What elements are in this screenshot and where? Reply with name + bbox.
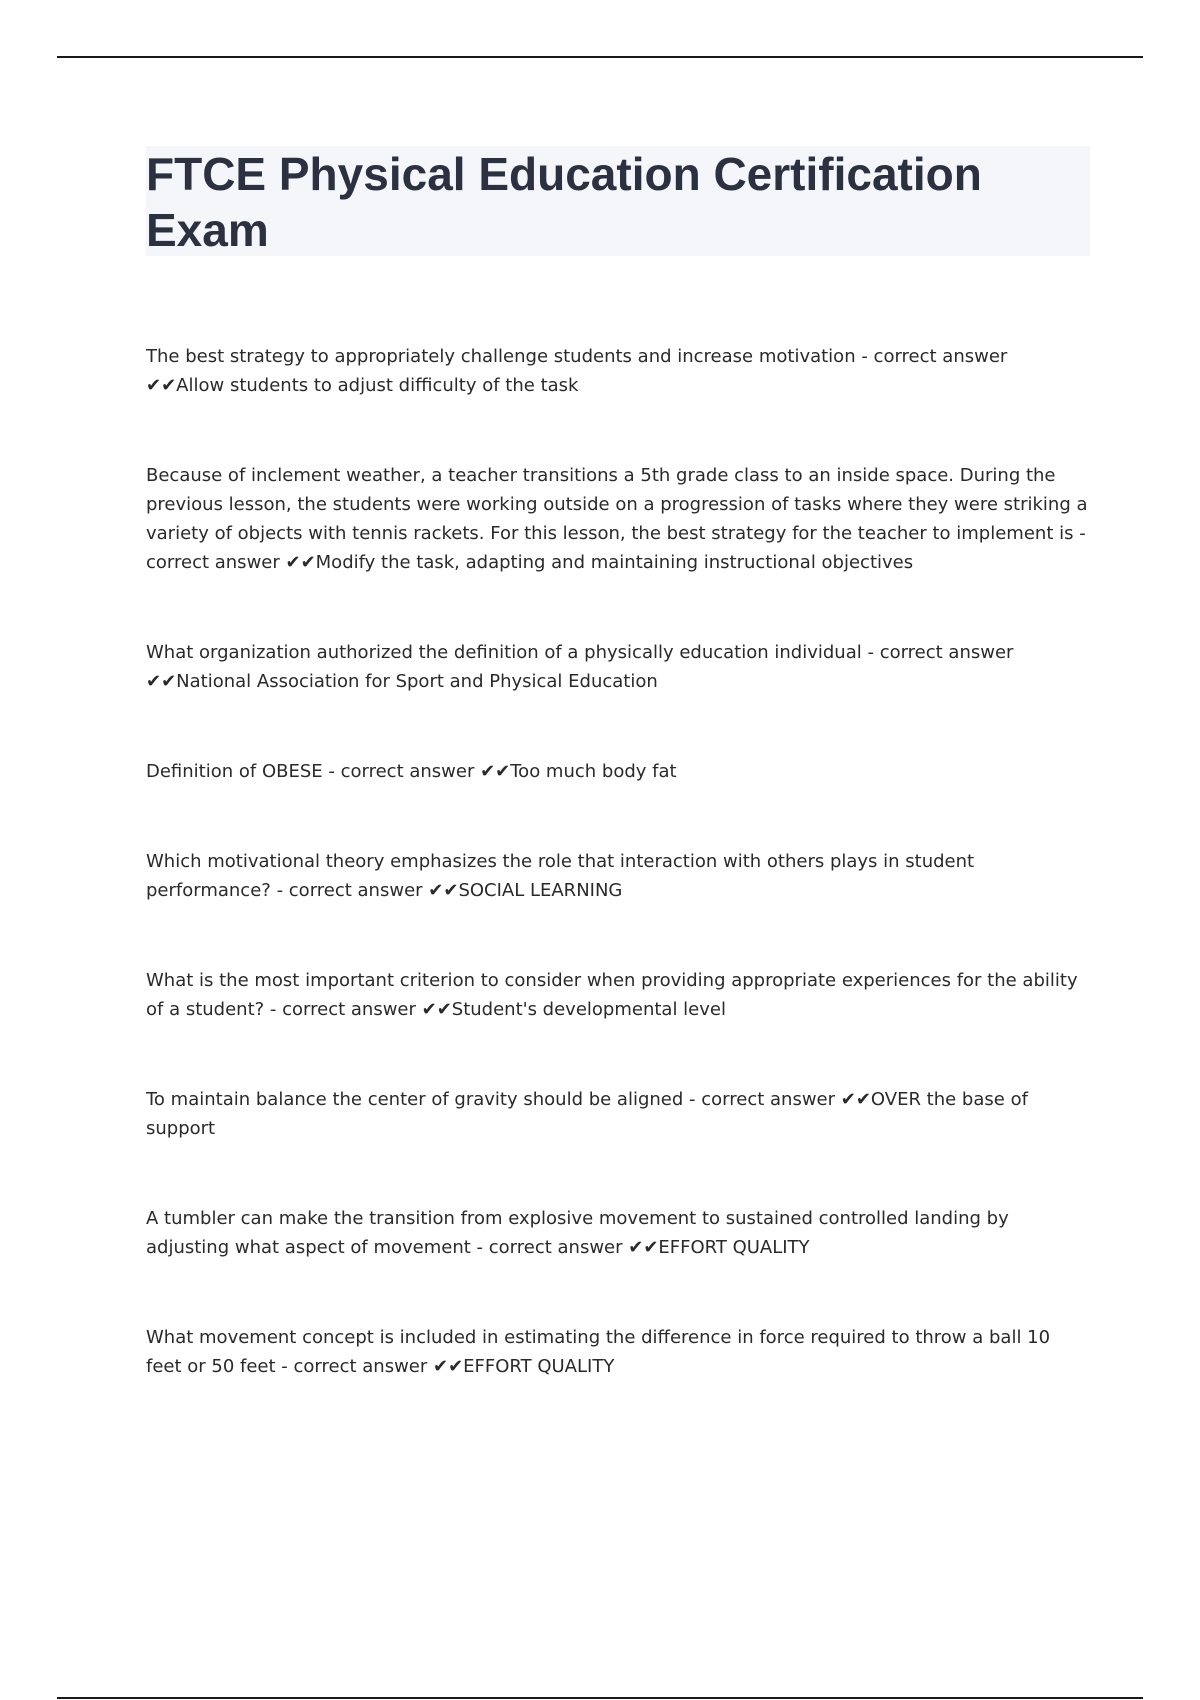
answer-text: EFFORT QUALITY: [463, 1356, 615, 1377]
title-banner: [146, 146, 1090, 256]
answer-separator: - correct answer: [470, 1237, 629, 1258]
check-mark-icon: ✔✔: [421, 999, 452, 1020]
qa-item: [146, 342, 1090, 400]
answer-text: EFFORT QUALITY: [658, 1237, 810, 1258]
bottom-divider: [57, 1697, 1143, 1699]
check-mark-icon: ✔✔: [433, 1356, 464, 1377]
question-text: Definition of OBESE: [146, 761, 323, 782]
check-mark-icon: ✔✔: [285, 552, 316, 573]
answer-text: Modify the task, adapting and maintaining instructional objectives: [315, 552, 914, 573]
question-text: The best strategy to appropriately challenge students and increase motivation: [146, 346, 856, 367]
answer-text: National Association for Sport and Physical Education: [176, 671, 658, 692]
answer-separator: - correct answer: [322, 761, 481, 782]
question-text: What organization authorized the definition of a physically education individual: [146, 642, 862, 663]
qa-item: [146, 966, 1090, 1024]
answer-text: Allow students to adjust difficulty of the task: [176, 375, 579, 396]
answer-text: Too much body fat: [510, 761, 677, 782]
qa-item: [146, 638, 1090, 696]
check-mark-icon: ✔✔: [480, 761, 511, 782]
answer-text: OVER the base of support: [146, 1089, 1028, 1139]
answer-separator: - correct answer: [861, 642, 1014, 663]
check-mark-icon: ✔✔: [146, 671, 177, 692]
question-text: What is the most important criterion to consider when providing appropriate experiences for the ability of a student?: [146, 970, 1078, 1020]
qa-list: [146, 342, 1090, 1381]
answer-separator: - correct answer: [275, 1356, 433, 1377]
answer-separator: - correct answer: [264, 999, 422, 1020]
answer-separator: - correct answer: [855, 346, 1008, 367]
qa-item: [146, 1323, 1090, 1381]
qa-item: [146, 757, 1090, 786]
qa-item: [146, 847, 1090, 905]
answer-separator: - correct answer: [270, 880, 429, 901]
check-mark-icon: ✔✔: [840, 1089, 871, 1110]
top-divider: [57, 56, 1143, 58]
answer-separator: - correct answer: [683, 1089, 841, 1110]
answer-text: SOCIAL LEARNING: [458, 880, 623, 901]
question-text: Because of inclement weather, a teacher transitions a 5th grade class to an inside space. During the previous lesson, the students were working outside on a progression of tasks where they were striking a variety of objects with tennis rackets. For this lesson, the best strategy for the teacher to implement is: [146, 465, 1088, 544]
answer-separator: - correct answer: [146, 523, 1086, 573]
check-mark-icon: ✔✔: [428, 880, 459, 901]
question-text: A tumbler can make the transition from explosive movement to sustained controlled landing by adjusting what aspect of movement: [146, 1208, 1009, 1258]
qa-item: [146, 1085, 1090, 1143]
document-title: FTCE Physical Education Certification Exam: [146, 148, 982, 256]
answer-text: Student's developmental level: [451, 999, 726, 1020]
qa-item: [146, 461, 1090, 577]
question-text: Which motivational theory emphasizes the role that interaction with others plays in student performance?: [146, 851, 975, 901]
question-text: What movement concept is included in estimating the difference in force required to throw a ball 10 feet or 50 feet: [146, 1327, 1051, 1377]
page-content: [146, 146, 1090, 1381]
qa-item: [146, 1204, 1090, 1262]
question-text: To maintain balance the center of gravity should be aligned: [146, 1089, 684, 1110]
check-mark-icon: ✔✔: [146, 375, 177, 396]
check-mark-icon: ✔✔: [628, 1237, 659, 1258]
